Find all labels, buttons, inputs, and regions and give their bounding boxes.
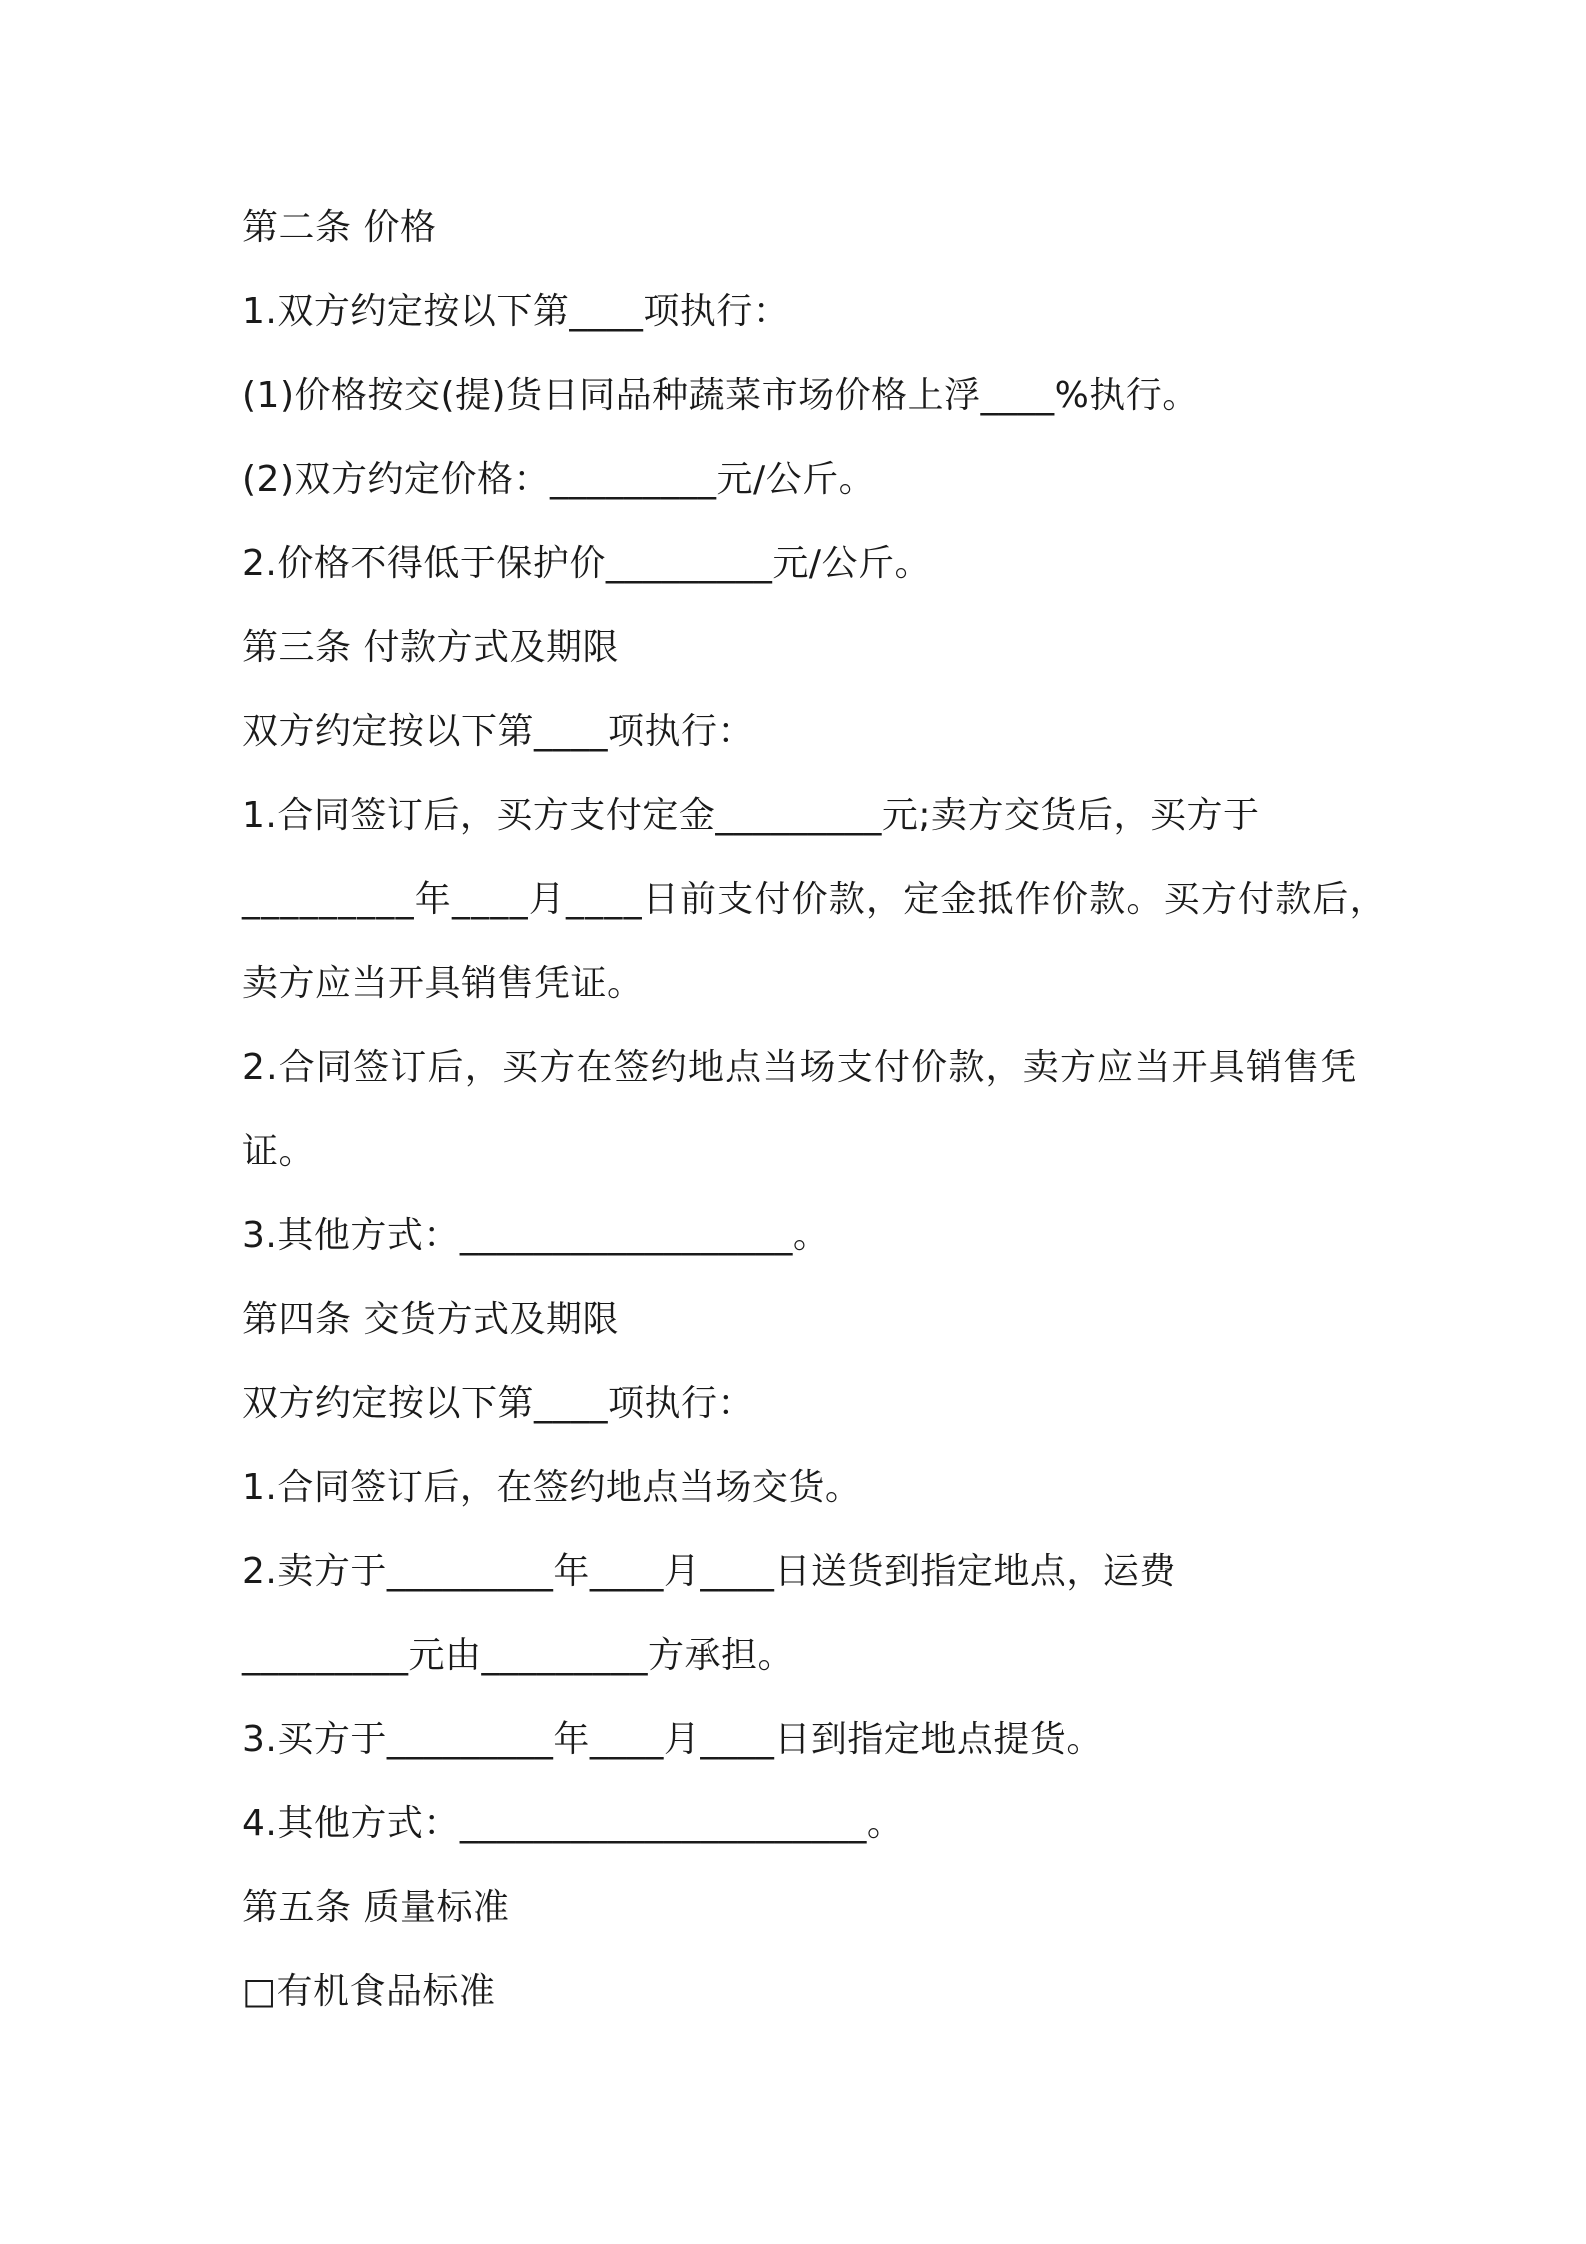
price-protection-line: 2.价格不得低于保护价_________元/公斤。 — [242, 543, 931, 584]
delivery-option-line: 双方约定按以下第____项执行： — [242, 1383, 755, 1424]
price-agreed-line: (2)双方约定价格：_________元/公斤。 — [242, 459, 876, 500]
organic-standard-checkbox-line: □有机食品标准 — [242, 1971, 496, 2012]
payment-onsite-line: 2.合同签订后，买方在签约地点当场支付价款，卖方应当开具销售凭 — [242, 1047, 1358, 1088]
payment-onsite-line-cont: 证。 — [242, 1131, 316, 1172]
article-2-heading: 第二条 价格 — [242, 207, 437, 248]
price-market-float-line: (1)价格按交(提)货日同品种蔬菜市场价格上浮____%执行。 — [242, 375, 1199, 416]
article-4-heading: 第四条 交货方式及期限 — [242, 1299, 619, 1340]
price-option-line: 1.双方约定按以下第____项执行： — [242, 291, 790, 332]
payment-deposit-line: 1.合同签订后，买方支付定金_________元;卖方交货后，买方于 — [242, 795, 1260, 836]
delivery-buyer-pickup-line: 3.买方于_________年____月____日到指定地点提货。 — [242, 1719, 1103, 1760]
payment-option-line: 双方约定按以下第____项执行： — [242, 711, 755, 752]
article-3-heading: 第三条 付款方式及期限 — [242, 627, 619, 668]
delivery-freight-line: _________元由_________方承担。 — [242, 1635, 795, 1676]
payment-other-line: 3.其他方式：__________________。 — [242, 1215, 830, 1256]
delivery-seller-line: 2.卖方于_________年____月____日送货到指定地点，运费 — [242, 1551, 1176, 1592]
delivery-onsite-line: 1.合同签订后，在签约地点当场交货。 — [242, 1467, 862, 1508]
article-5-heading: 第五条 质量标准 — [242, 1887, 510, 1928]
payment-date-line: _________年____月____日前支付价款，定金抵作价款。买方付款后， — [242, 879, 1387, 920]
delivery-other-line: 4.其他方式：______________________。 — [242, 1803, 904, 1844]
payment-voucher-line: 卖方应当开具销售凭证。 — [242, 963, 644, 1004]
